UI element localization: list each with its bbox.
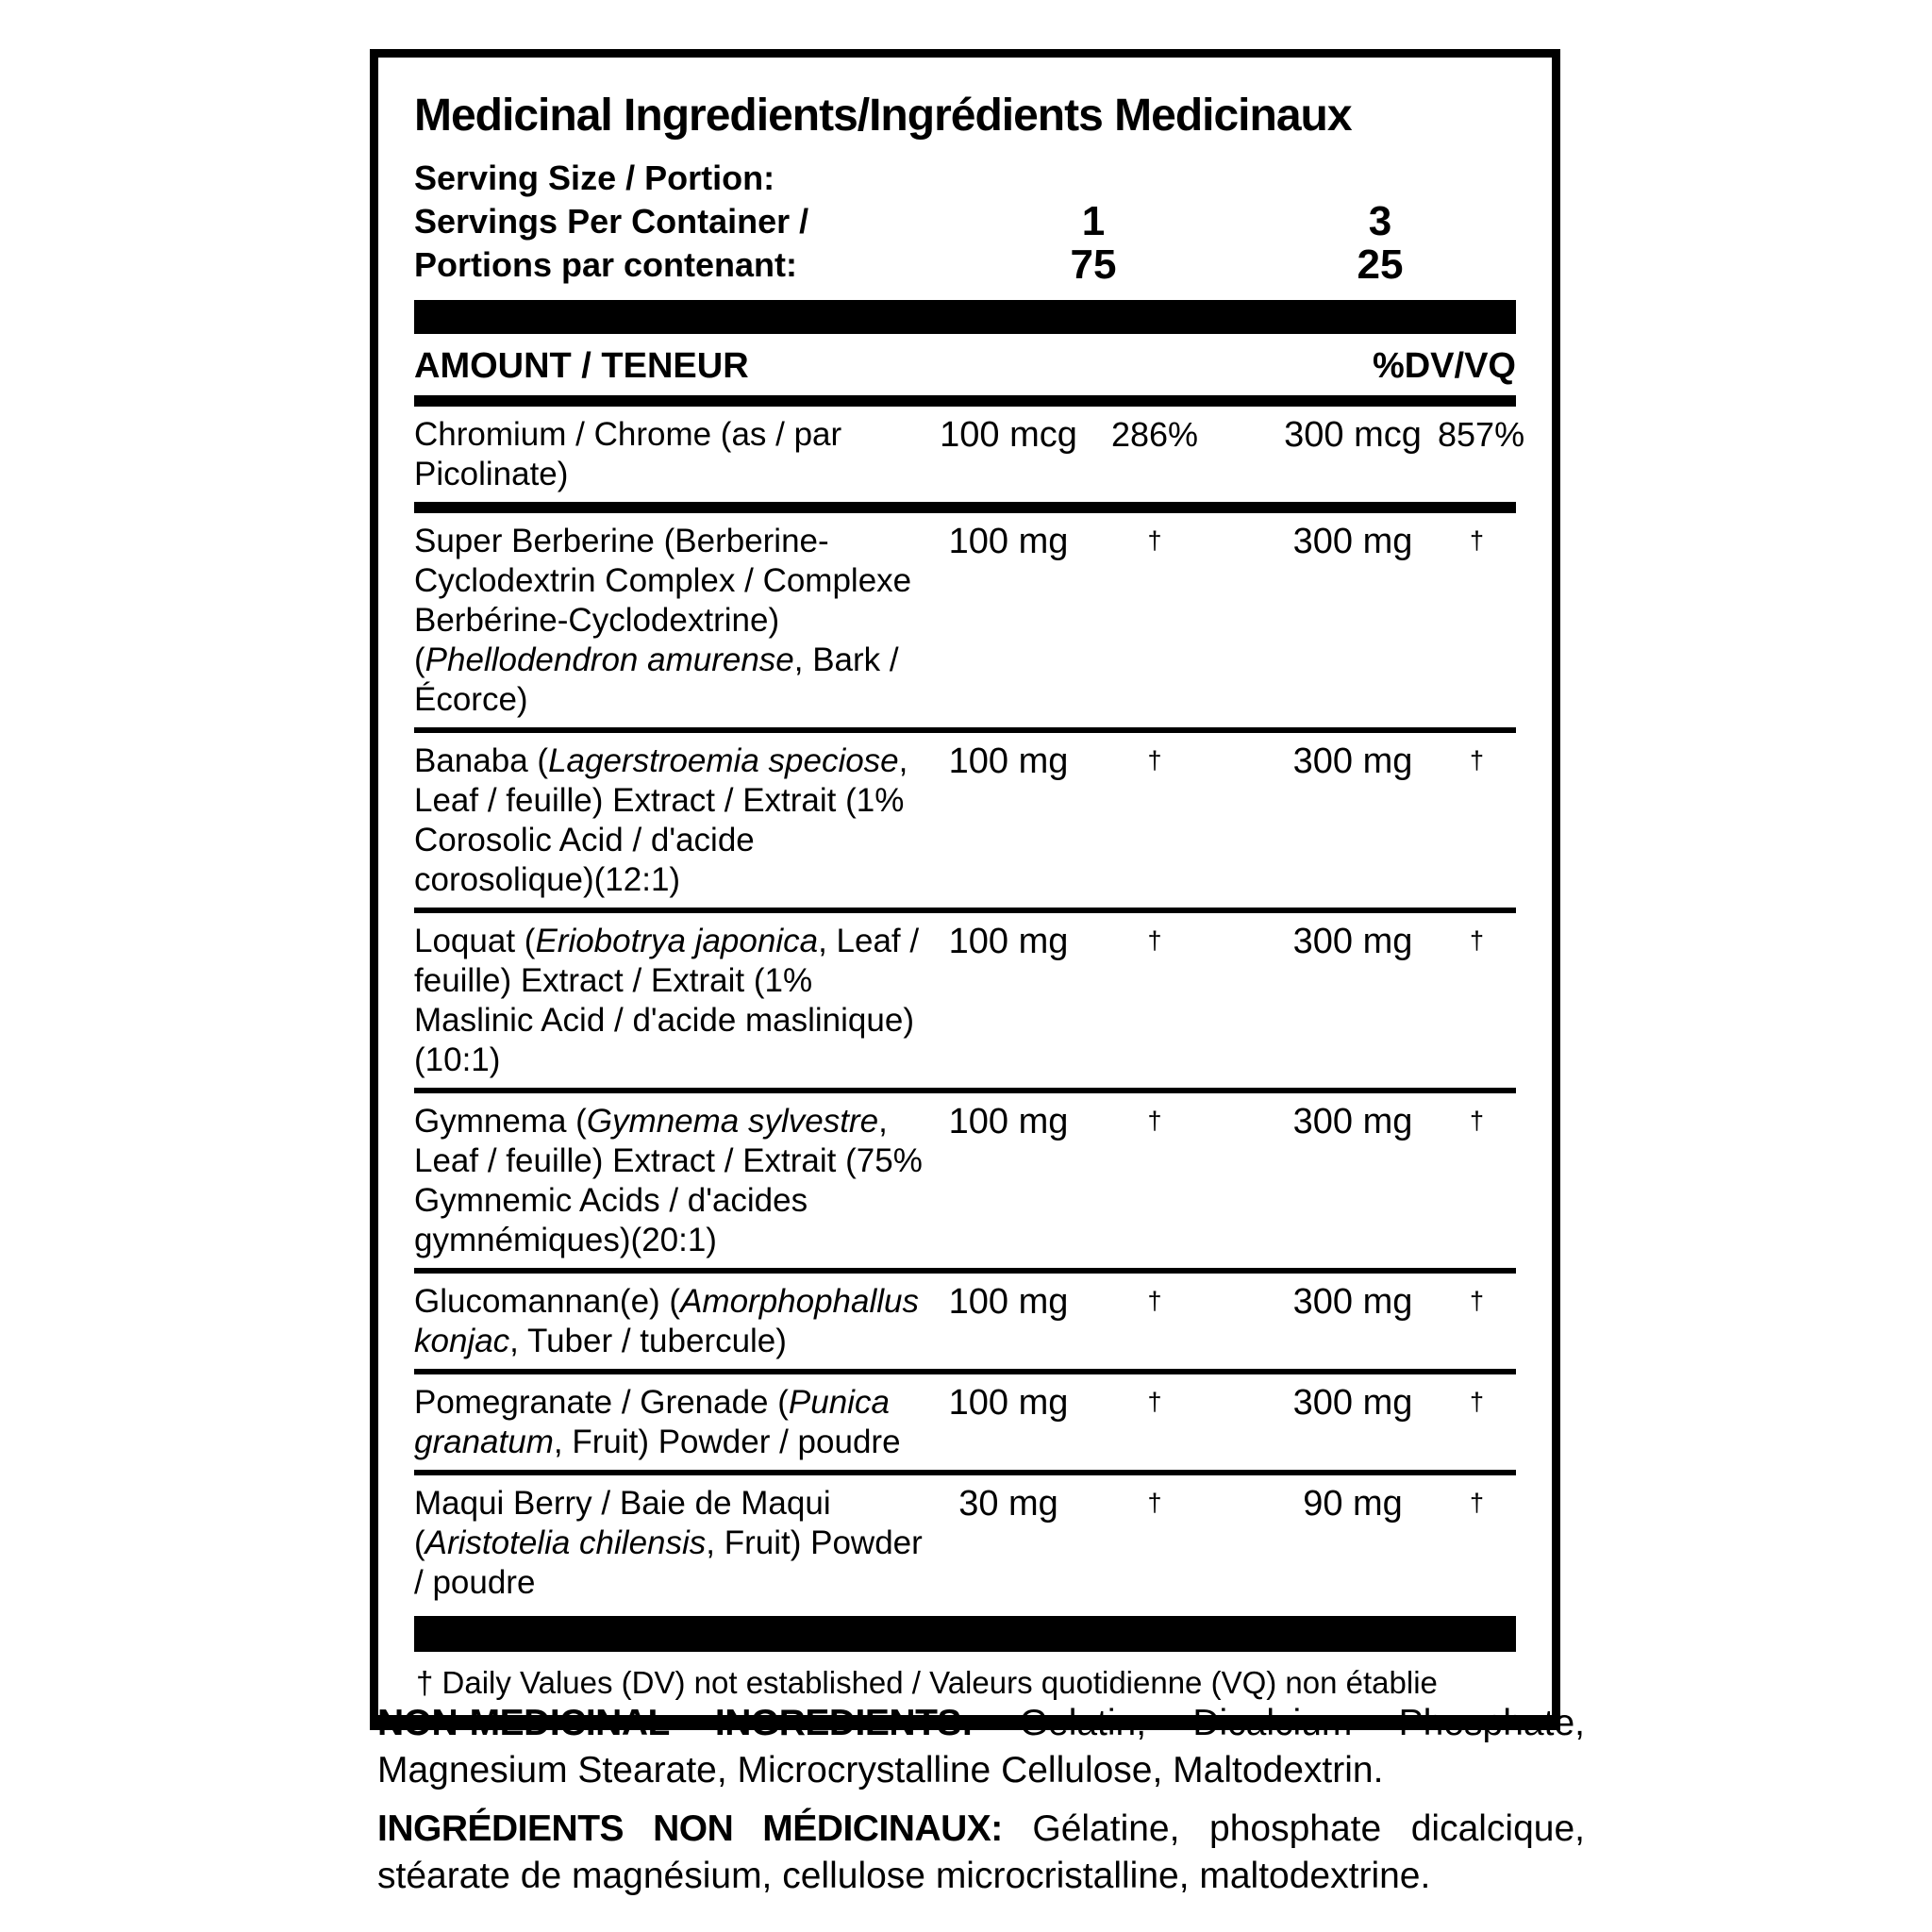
ingredient-row xyxy=(414,733,1516,913)
dv-serving1: † xyxy=(1147,1107,1162,1135)
dv-serving1: † xyxy=(1147,746,1162,774)
ingredient-latin-name: Eriobotrya japonica xyxy=(535,923,819,959)
amount-serving3: 300 mg xyxy=(1292,1282,1413,1322)
dv-serving1: † xyxy=(1147,926,1162,955)
amount-serving3: 300 mcg xyxy=(1284,415,1422,455)
dv-serving3: † xyxy=(1469,1388,1485,1416)
ingredient-name xyxy=(414,522,928,720)
non-medicinal-fr-text: Gélatine, phosphate dicalcique, stéarate de magnésium, cellulose microcristalline, maltodextrine. xyxy=(377,1808,1586,1896)
dv-serving3: † xyxy=(1469,1107,1485,1135)
ingredient-name xyxy=(414,1282,928,1361)
ingredient-row xyxy=(414,513,1516,733)
ingredient-name-text: Chromium / Chrome (as / par Picolinate) xyxy=(414,416,842,492)
ingredient-row xyxy=(414,1475,1516,1610)
ingredient-name-text: , Leaf / feuille) Extract / Extrait (75% Gymnemic Acids / d'acides gymnémiques)(20:1) xyxy=(414,1103,923,1258)
ingredient-name-text: Gymnema ( xyxy=(414,1103,587,1140)
dv-serving1: † xyxy=(1147,1388,1162,1416)
amount-serving1: 100 mg xyxy=(948,1282,1069,1322)
non-medicinal-en-text: Gelatin, Dicalcium Phosphate, Magnesium Stearate, Microcrystalline Cellulose, Maltodextrin. xyxy=(377,1703,1585,1790)
dv-serving1: 286% xyxy=(1110,415,1199,454)
ingredient-row xyxy=(414,407,1525,513)
ingredient-latin-name: Gymnema sylvestre xyxy=(586,1103,879,1140)
ingredient-name-text: Pomegranate / Grenade ( xyxy=(414,1384,789,1421)
non-medicinal-en-label: NON-MEDICINAL INGREDIENTS: xyxy=(377,1703,974,1743)
daily-value-header: %DV/VQ xyxy=(1372,346,1516,386)
ingredient-name xyxy=(414,1484,928,1603)
daily-value-footnote: † Daily Values (DV) not established / Valeurs quotidienne (VQ) non établie xyxy=(416,1665,1438,1700)
serving-size-value-col1: 1 xyxy=(1081,198,1106,244)
ingredient-name xyxy=(414,415,928,494)
ingredient-name xyxy=(414,741,928,900)
amount-serving3: 90 mg xyxy=(1303,1484,1403,1524)
amount-serving1: 100 mg xyxy=(948,522,1069,561)
amount-serving1: 100 mg xyxy=(948,1102,1069,1141)
ingredient-name-text: Banaba ( xyxy=(414,742,549,779)
ingredient-latin-name: Amorphophallus konjac xyxy=(414,1283,920,1359)
ingredient-name-text: Glucomannan(e) ( xyxy=(414,1283,681,1320)
amount-serving3: 300 mg xyxy=(1292,1102,1413,1141)
dv-serving3: † xyxy=(1469,526,1485,555)
header-rule xyxy=(414,395,1516,407)
serving-size-value-col2: 3 xyxy=(1368,198,1392,244)
ingredient-latin-name: Phellodendron amurense xyxy=(425,641,794,678)
amount-serving3: 300 mg xyxy=(1292,741,1413,781)
servings-per-container-label-en: Servings Per Container / xyxy=(414,202,809,241)
dv-serving3: 857% xyxy=(1438,415,1525,454)
dv-serving1: † xyxy=(1147,1287,1162,1315)
dv-serving3: † xyxy=(1469,1489,1485,1517)
dv-serving1: † xyxy=(1147,526,1162,555)
panel-title: Medicinal Ingredients/Ingrédients Medicinaux xyxy=(414,91,1352,141)
amount-serving3: 300 mg xyxy=(1292,1383,1413,1423)
ingredient-name-text: , Bark / Écorce) xyxy=(414,641,899,718)
ingredient-name-text: , Leaf / feuille) Extract / Extrait (1% Maslinic Acid / d'acide maslinique)(10:1) xyxy=(414,923,920,1078)
dv-serving3: † xyxy=(1469,1287,1485,1315)
ingredient-row xyxy=(414,913,1516,1093)
ingredient-row xyxy=(414,1093,1516,1274)
serving-size-label: Serving Size / Portion: xyxy=(414,158,775,197)
amount-serving1: 100 mcg xyxy=(940,415,1077,455)
ingredient-name-text: Maqui Berry / Baie de Maqui ( xyxy=(414,1485,831,1561)
ingredient-latin-name: Lagerstroemia speciose xyxy=(548,742,899,779)
servings-per-container-label-fr: Portions par contenant: xyxy=(414,245,798,284)
amount-serving3: 300 mg xyxy=(1292,922,1413,961)
dv-serving3: † xyxy=(1469,746,1485,774)
amount-serving3: 300 mg xyxy=(1292,522,1413,561)
non-medicinal-fr-label: INGRÉDIENTS NON MÉDICINAUX: xyxy=(377,1808,1003,1849)
ingredient-latin-name: Aristotelia chilensis xyxy=(425,1524,707,1561)
amount-serving1: 100 mg xyxy=(948,1383,1069,1423)
medicinal-ingredients-panel xyxy=(370,49,1560,1730)
ingredient-name xyxy=(414,1102,928,1260)
separator-bar-top xyxy=(414,300,1516,334)
table-header-row xyxy=(414,334,1516,395)
ingredient-name-text: Loquat ( xyxy=(414,923,536,959)
ingredient-name xyxy=(414,922,928,1080)
serving-info xyxy=(414,157,1516,287)
non-medicinal-section xyxy=(377,1700,1585,1911)
ingredient-row xyxy=(414,1374,1516,1475)
amount-serving1: 100 mg xyxy=(948,741,1069,781)
amount-serving1: 100 mg xyxy=(948,922,1069,961)
non-medicinal-en xyxy=(377,1700,1585,1794)
non-medicinal-fr xyxy=(377,1806,1585,1900)
ingredient-name xyxy=(414,1383,928,1462)
ingredient-name-text: , Fruit) Powder / poudre xyxy=(414,1524,923,1601)
ingredient-name-text: , Tuber / tubercule) xyxy=(509,1323,787,1359)
amount-header: AMOUNT / TENEUR xyxy=(414,346,749,386)
ingredient-name-text: , Leaf / feuille) Extract / Extrait (1% Corosolic Acid / d'acide corosolique)(12:1) xyxy=(414,742,908,898)
ingredient-table xyxy=(414,407,1525,1610)
servings-per-container-value-col1: 75 xyxy=(1070,242,1117,288)
dv-serving1: † xyxy=(1147,1489,1162,1517)
ingredient-latin-name: Punica granatum xyxy=(414,1384,890,1460)
ingredient-name-text: Super Berberine (Berberine-Cyclodextrin Complex / Complexe Berbérine-Cyclodextrine) ( xyxy=(414,523,912,678)
servings-per-container-value-col2: 25 xyxy=(1357,242,1404,288)
ingredient-name-text: , Fruit) Powder / poudre xyxy=(553,1424,901,1460)
separator-bar-bottom xyxy=(414,1616,1516,1652)
dv-serving3: † xyxy=(1469,926,1485,955)
ingredient-row xyxy=(414,1274,1516,1374)
amount-serving1: 30 mg xyxy=(958,1484,1058,1524)
